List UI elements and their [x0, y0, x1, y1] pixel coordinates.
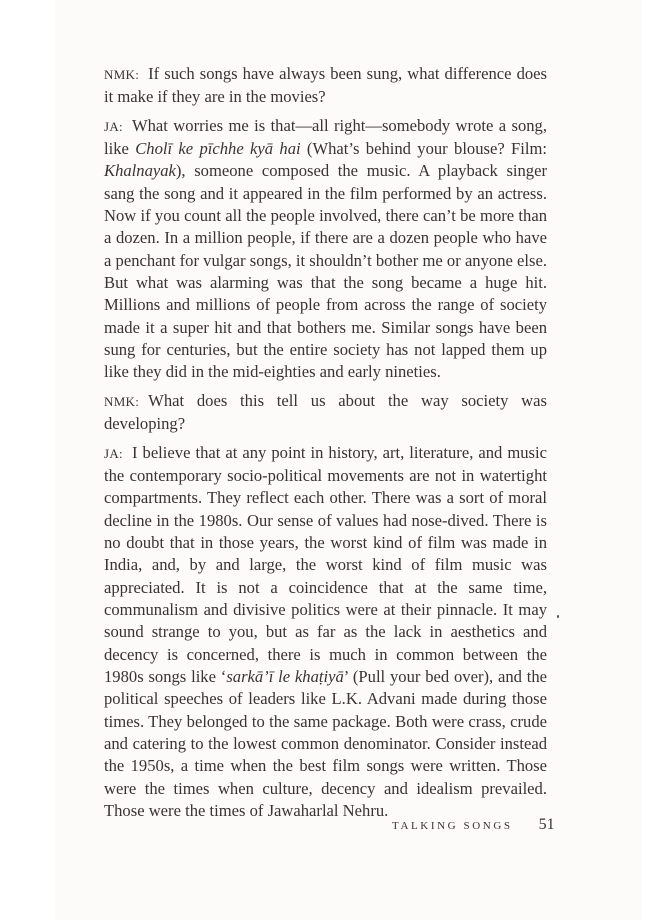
speaker-label: NMK: [104, 393, 140, 409]
paragraph-nmk-2 [104, 390, 547, 436]
paragraph-text: I believe that at any point in history, art, literature, and music the contemporary socio-political movements are not in watertight compartments. They reflect each other. There was a sort of moral decline in the 1980s. Our sense of values had nose-dived. There is no doubt that in those years, the worst kind of film was made in India, and, by and large, the worst kind of film music was appreciated. It is not a coincidence that at the same time, communalism and divisive politics were at their pinnacle. It may sound strange to you, but as far as the lack in aesthetics and decency is concerned, there is much in common between the 1980s songs like ‘ [104, 442, 547, 686]
speaker-label: JA: [104, 118, 123, 134]
page-number: 51 [538, 816, 555, 833]
paragraph-text: What does this tell us about the way society was developing? [104, 390, 547, 434]
speaker-label: JA: [104, 445, 123, 461]
interview-text [104, 63, 547, 828]
paragraph-text: (What’s behind your blouse? Film: [300, 139, 548, 159]
scan-speck [557, 615, 559, 618]
paragraph-ja-1 [104, 115, 547, 384]
song-title: sarkā’ī le khaṭiyā [226, 666, 344, 686]
song-title: Cholī ke pīchhe kyā hai [135, 139, 301, 159]
paragraph-ja-2 [104, 442, 547, 823]
speaker-label: NMK: [104, 67, 140, 82]
paragraph-text: If such songs have always been sung, what difference does it make if they are in the movies? [104, 64, 547, 107]
running-head: TALKING SONGS [392, 820, 513, 832]
paragraph-nmk-1 [104, 63, 547, 109]
paragraph-text: What worries me is that—all right—somebody wrote a song, like [104, 115, 547, 159]
film-title: Khalnayak [104, 161, 176, 181]
paragraph-text: ’ (Pull your bed over), and the political speeches of leaders like L.K. Advani made during those times. They belonged to the same package. Both were crass, crude and catering to the lowest common denominator. Consider instead the 1950s, a time when the best film songs were written. Those were the times when culture, decency and idealism prevailed. Those were the times of Jawaharlal Nehru. [104, 666, 548, 820]
paragraph-text: ), someone composed the music. A playback singer sang the song and it appeared in the film performed by an actress. Now if you count all the people involved, there can’t be more than a dozen. In a million people, if there are a dozen people who have a penchant for vulgar songs, it shouldn’t bother me or anyone else. But what was alarming was that the song became a huge hit. Millions and millions of people from across the range of society made it a super hit and that bothers me. Similar songs have been sung for centuries, but the entire society has not lapped them up like they did in the mid-eighties and early nineties. [104, 161, 547, 382]
page-footer [392, 816, 555, 834]
